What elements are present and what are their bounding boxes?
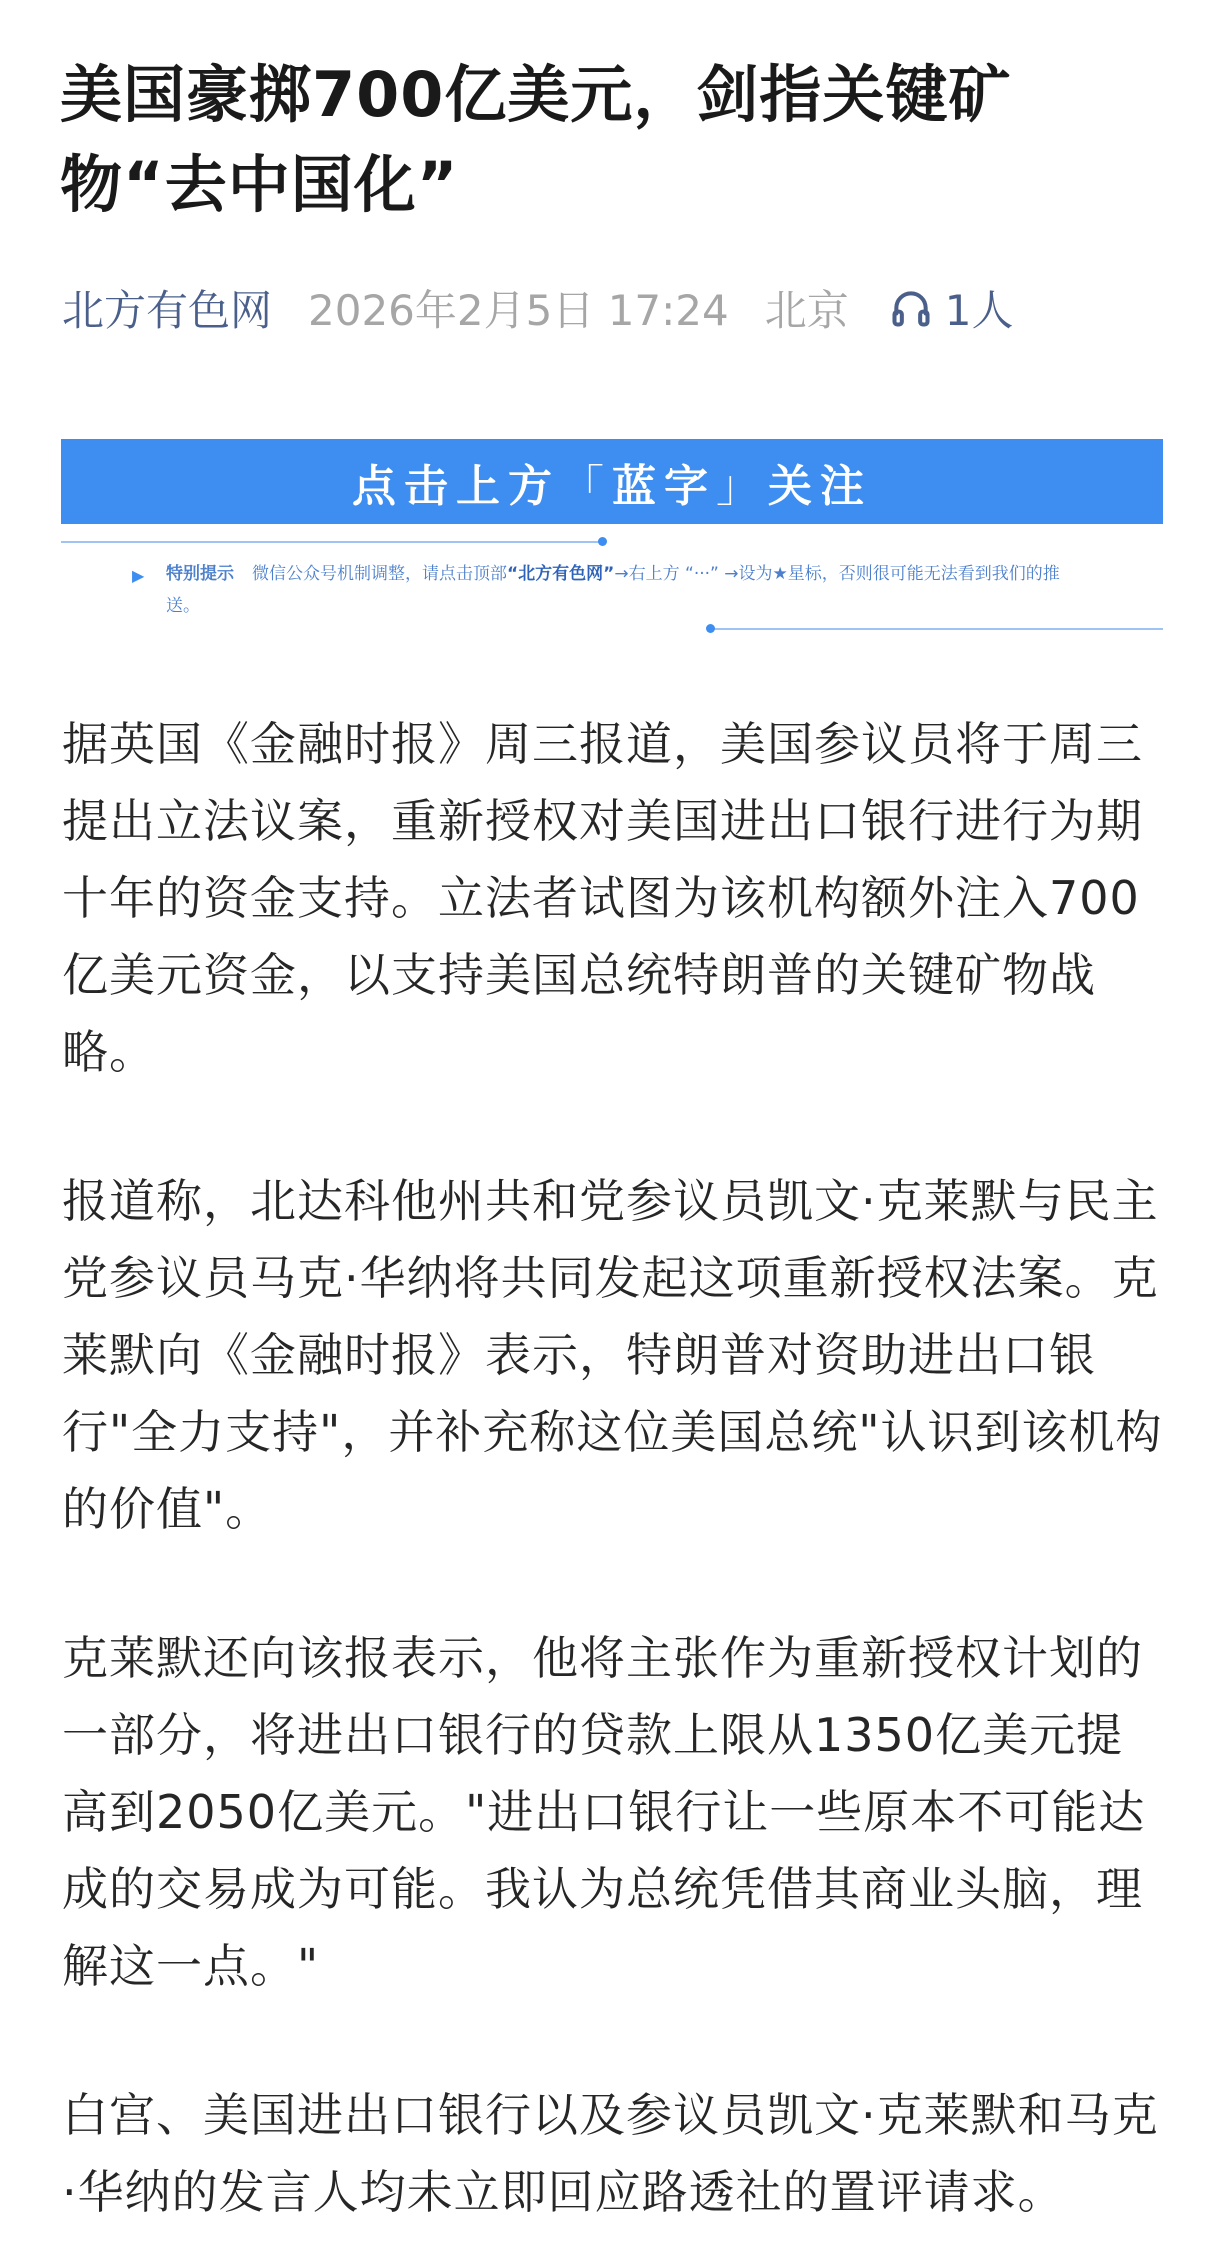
notice-box [132, 558, 1066, 622]
listen-button[interactable] [889, 278, 1014, 338]
notice-text-after: →右上方 “···” →设为★星标，否则很可能无法看到我们的推送。 [166, 564, 1060, 616]
article-paragraph-3: 克莱默还向该报表示，他将主张作为重新授权计划的一部分，将进出口银行的贷款上限从1350亿美元提高到2050亿美元。"进出口银行让一些原本不可能达成的交易成为可能。我认为总统凭借其商业头脑，理解这一点。" [62, 1631, 1146, 1993]
notice-lead: 特别提示 [166, 564, 234, 584]
article-paragraph-4: 白宫、美国进出口银行以及参议员凯文·克莱默和马克·华纳的发言人均未立即回应路透社的置评请求。 [62, 2088, 1159, 2219]
notice-dot-top [598, 537, 607, 546]
notice-divider-top [61, 541, 601, 543]
article-paragraph-2: 报道称，北达科他州共和党参议员凯文·克莱默与民主党参议员马克·华纳将共同发起这项重新授权法案。克莱默向《金融时报》表示，特朗普对资助进出口银行"全力支持"，并补充称这位美国总统"认识到该机构的价值"。 [62, 1174, 1163, 1536]
publish-location: 北京 [764, 286, 849, 335]
notice-text-before: 微信公众号机制调整，请点击顶部 [252, 564, 507, 584]
article-meta [62, 278, 1013, 338]
article-body [62, 706, 1166, 2267]
listen-count: 1人 [944, 286, 1014, 335]
notice-divider-bottom [712, 628, 1163, 630]
notice-dot-bottom [706, 624, 715, 633]
banner-highlight: 蓝字 [612, 460, 716, 512]
notice-brand: “北方有色网” [507, 564, 615, 584]
banner-bracket-close: 」 [716, 460, 768, 512]
publish-time: 2026年2月5日 17:24 [308, 286, 729, 335]
headphones-icon [889, 286, 933, 330]
article-paragraph-1: 据英国《金融时报》周三报道，美国参议员将于周三提出立法议案，重新授权对美国进出口银行进行为期十年的资金支持。立法者试图为该机构额外注入700亿美元资金，以支持美国总统特朗普的关键矿物战略。 [62, 717, 1143, 1079]
follow-banner[interactable] [61, 439, 1163, 524]
banner-suffix: 关注 [768, 460, 872, 512]
article-title: 美国豪掷700亿美元，剑指关键矿物“去中国化” [60, 58, 1012, 221]
banner-prefix: 点击上方 [352, 460, 560, 512]
banner-bracket-open: 「 [560, 460, 612, 512]
source-link[interactable]: 北方有色网 [62, 286, 273, 335]
triangle-right-icon: ▶ [132, 566, 145, 585]
